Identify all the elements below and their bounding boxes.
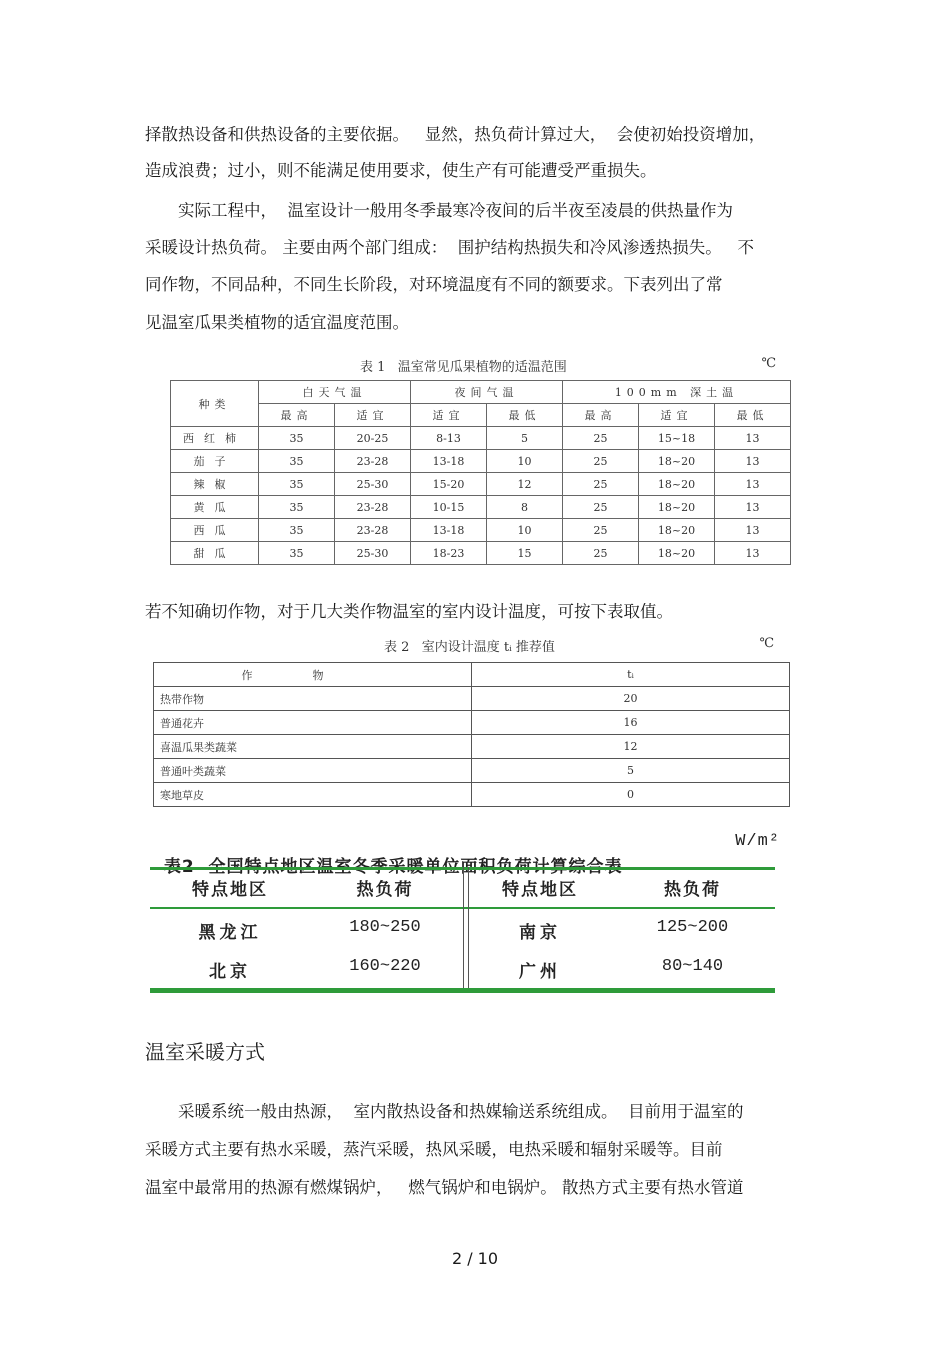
- table-row: [171, 473, 791, 496]
- cell: 25: [563, 450, 639, 473]
- cell: 18~20: [639, 450, 715, 473]
- cell: 35: [259, 473, 335, 496]
- table-row: [154, 783, 790, 807]
- cell: 13: [715, 427, 791, 450]
- cell-kind: 西瓜: [171, 519, 259, 542]
- paragraph-line: 实际工程中， 温室设计一般用冬季最寒冷夜间的后半夜至凌晨的供热量作为: [178, 201, 733, 220]
- cell: 25: [563, 542, 639, 565]
- paragraph-line: 造成浪费；过小，则不能满足使用要求，使生产有可能遭受严重损失。: [145, 161, 657, 180]
- table-row: [154, 735, 790, 759]
- table-rule-bottom: [150, 988, 775, 993]
- table-divider: [463, 867, 464, 988]
- cell: 13: [715, 496, 791, 519]
- paragraph-line: 若不知确切作物，对于几大类作物温室的室内设计温度，可按下表取值。: [145, 602, 673, 621]
- cell: 13-18: [411, 450, 487, 473]
- cell: 18~20: [639, 473, 715, 496]
- cell: 25-30: [335, 473, 411, 496]
- cell-region: 南京: [519, 923, 561, 943]
- cell-ti: 20: [472, 687, 790, 711]
- header-region: 特点地区: [192, 880, 268, 900]
- cell: 18~20: [639, 519, 715, 542]
- header-kind: 种类: [171, 381, 259, 427]
- cell: 15~18: [639, 427, 715, 450]
- table-row: [171, 427, 791, 450]
- table-row: [171, 496, 791, 519]
- table1-caption-text: 表 1 温室常见瓜果植物的适温范围: [360, 360, 567, 375]
- table-row: [154, 711, 790, 735]
- table-divider: [468, 867, 469, 988]
- header-soil-temp: 100mm 深土温: [563, 381, 791, 404]
- paragraph-line: 采暖方式主要有热水采暖，蒸汽采暖，热风采暖，电热采暖和辐射采暖等。目前: [145, 1140, 723, 1159]
- cell-load: 80~140: [661, 957, 724, 976]
- table-row: [154, 759, 790, 783]
- header-min: 最低: [487, 404, 563, 427]
- table2-caption-text: 表 2 室内设计温度 tᵢ 推荐值: [384, 640, 555, 655]
- cell: 15-20: [411, 473, 487, 496]
- header-night-temp: 夜间气温: [411, 381, 563, 404]
- section-heading: 温室采暖方式: [145, 1040, 265, 1064]
- cell-crop: 普通花卉: [154, 711, 472, 735]
- cell-crop: 寒地草皮: [154, 783, 472, 807]
- paragraph-line: 同作物，不同品种，不同生长阶段，对环境温度有不同的额要求。下表列出了常: [145, 275, 723, 294]
- table2-unit: ℃: [759, 636, 774, 651]
- cell: 13: [715, 473, 791, 496]
- page-number: 2 / 10: [451, 1249, 499, 1268]
- header-suitable: 适宜: [335, 404, 411, 427]
- cell: 18~20: [639, 542, 715, 565]
- table-row: [154, 687, 790, 711]
- table-row: [171, 519, 791, 542]
- cell-load: 180~250: [349, 918, 421, 937]
- header-region: 特点地区: [502, 880, 578, 900]
- cell-ti: 5: [472, 759, 790, 783]
- cell: 15: [487, 542, 563, 565]
- cell-crop: 热带作物: [154, 687, 472, 711]
- paragraph-line: 采暖设计热负荷。 主要由两个部门组成： 围护结构热损失和冷风渗透热损失。 不: [145, 238, 754, 257]
- cell: 35: [259, 427, 335, 450]
- cell: 23-28: [335, 450, 411, 473]
- cell-kind: 茄子: [171, 450, 259, 473]
- cell-kind: 西红柿: [171, 427, 259, 450]
- paragraph-line: 采暖系统一般由热源， 室内散热设备和热媒输送系统组成。 目前用于温室的: [178, 1102, 744, 1121]
- cell: 35: [259, 450, 335, 473]
- cell-region: 黑龙江: [198, 923, 262, 943]
- cell-crop: 普通叶类蔬菜: [154, 759, 472, 783]
- cell: 18-23: [411, 542, 487, 565]
- header-min: 最低: [715, 404, 791, 427]
- table1-unit: ℃: [761, 356, 776, 371]
- cell: 12: [487, 473, 563, 496]
- paragraph-line: 择散热设备和供热设备的主要依据。 显然，热负荷计算过大， 会使初始投资增加，: [145, 125, 766, 144]
- header-ti: tᵢ: [472, 663, 790, 687]
- cell: 35: [259, 496, 335, 519]
- header-suitable: 适宜: [411, 404, 487, 427]
- cell: 20-25: [335, 427, 411, 450]
- cell-ti: 0: [472, 783, 790, 807]
- cell: 18~20: [639, 496, 715, 519]
- cell: 5: [487, 427, 563, 450]
- cell: 25: [563, 473, 639, 496]
- table-row: [171, 542, 791, 565]
- cell: 10: [487, 519, 563, 542]
- header-max: 最高: [563, 404, 639, 427]
- cell-load: 160~220: [349, 957, 421, 976]
- cell: 35: [259, 519, 335, 542]
- cell: 25: [563, 496, 639, 519]
- cell-crop: 喜温瓜果类蔬菜: [154, 735, 472, 759]
- cell: 13: [715, 450, 791, 473]
- cell: 25: [563, 519, 639, 542]
- cell-kind: 甜瓜: [171, 542, 259, 565]
- cell: 13-18: [411, 519, 487, 542]
- cell: 10: [487, 450, 563, 473]
- cell-kind: 黄瓜: [171, 496, 259, 519]
- table-row: [171, 450, 791, 473]
- cell-region: 广州: [519, 962, 561, 982]
- cell: 8-13: [411, 427, 487, 450]
- cell: 10-15: [411, 496, 487, 519]
- header-crop: 作物: [154, 663, 472, 687]
- cell: 25-30: [335, 542, 411, 565]
- table2-design-temperature: [153, 662, 790, 807]
- cell: 35: [259, 542, 335, 565]
- cell: 23-28: [335, 496, 411, 519]
- header-day-temp: 白天气温: [259, 381, 411, 404]
- cell: 25: [563, 427, 639, 450]
- header-suitable: 适宜: [639, 404, 715, 427]
- cell-load: 125~200: [656, 918, 729, 937]
- cell: 13: [715, 542, 791, 565]
- cell-kind: 辣椒: [171, 473, 259, 496]
- paragraph-line: 见温室瓜果类植物的适宜温度范围。: [145, 313, 409, 332]
- cell-ti: 16: [472, 711, 790, 735]
- paragraph-line: 温室中最常用的热源有燃煤锅炉， 燃气锅炉和电锅炉。 散热方式主要有热水管道: [145, 1178, 744, 1197]
- table3-unit: W/m²: [735, 832, 780, 851]
- header-load: 热负荷: [664, 880, 721, 900]
- table1-temperature-ranges: [170, 380, 791, 565]
- header-load: 热负荷: [356, 880, 414, 900]
- cell-ti: 12: [472, 735, 790, 759]
- table3-heating-load: [150, 862, 775, 997]
- header-max: 最高: [259, 404, 335, 427]
- cell: 23-28: [335, 519, 411, 542]
- cell: 13: [715, 519, 791, 542]
- cell-region: 北京: [209, 962, 251, 982]
- cell: 8: [487, 496, 563, 519]
